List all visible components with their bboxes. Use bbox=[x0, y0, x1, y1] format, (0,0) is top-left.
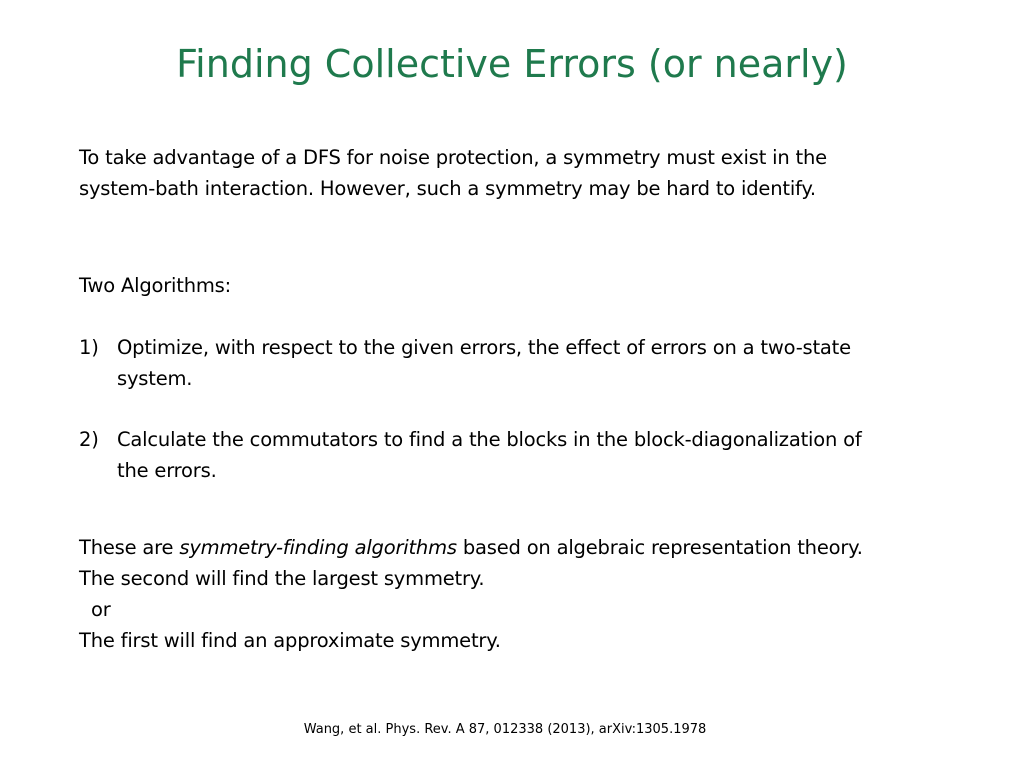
intro-paragraph bbox=[79, 142, 949, 204]
algorithm-1-line-2: system. bbox=[117, 367, 193, 390]
summary-emphasis: symmetry-finding algorithms bbox=[179, 536, 457, 559]
slide-title: Finding Collective Errors (or nearly) bbox=[176, 42, 848, 86]
list-number: 1) bbox=[79, 336, 99, 359]
algorithm-item-1 bbox=[79, 332, 949, 394]
algorithm-item-2 bbox=[79, 424, 949, 486]
summary-suffix: based on algebraic representation theory. bbox=[456, 536, 863, 559]
intro-line-1: To take advantage of a DFS for noise protection, a symmetry must exist in the bbox=[79, 146, 827, 169]
algorithm-2-line-1: Calculate the commutators to find a the blocks in the block-diagonalization of bbox=[117, 428, 862, 451]
algorithm-text bbox=[117, 424, 949, 486]
summary-line-2: The second will find the largest symmetry. bbox=[79, 567, 485, 590]
list-number: 2) bbox=[79, 428, 99, 451]
summary-line-3: or bbox=[91, 598, 111, 621]
citation: Wang, et al. Phys. Rev. A 87, 012338 (2013), arXiv:1305.1978 bbox=[303, 722, 707, 737]
algorithms-heading: Two Algorithms: bbox=[79, 274, 231, 297]
summary-line-4: The first will find an approximate symmetry. bbox=[79, 629, 501, 652]
summary-line-1 bbox=[79, 532, 949, 563]
algorithm-2-line-2: the errors. bbox=[117, 459, 217, 482]
summary-paragraph bbox=[79, 532, 949, 656]
intro-line-2: system-bath interaction. However, such a symmetry may be hard to identify. bbox=[79, 177, 816, 200]
summary-prefix: These are bbox=[79, 536, 180, 559]
algorithm-text bbox=[117, 332, 949, 394]
algorithm-1-line-1: Optimize, with respect to the given errors, the effect of errors on a two-state bbox=[117, 336, 851, 359]
